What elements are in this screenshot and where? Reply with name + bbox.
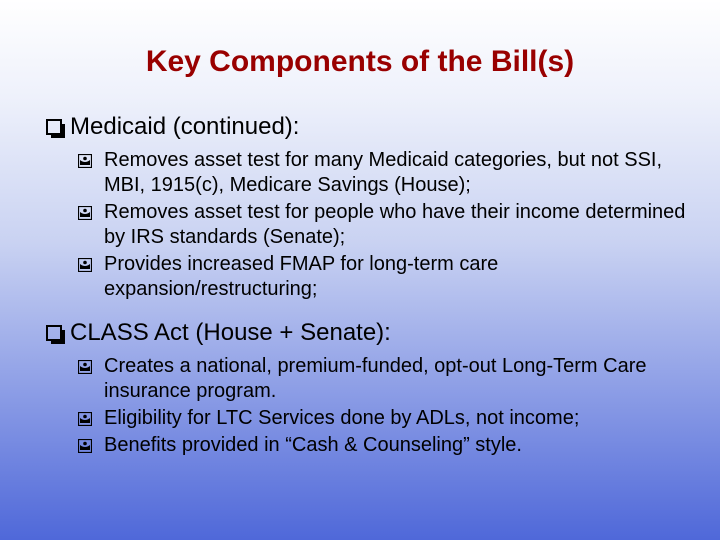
section-medicaid	[44, 112, 694, 304]
bullet-list	[44, 354, 694, 458]
section-heading-text: CLASS Act (House + Senate):	[70, 319, 391, 346]
list-item-text: Removes asset test for people who have their income determined by IRS standards (Senate);	[104, 201, 686, 248]
list-item-text: Creates a national, premium-funded, opt-out Long-Term Care insurance program.	[104, 355, 647, 402]
box-bullet-icon	[78, 360, 92, 374]
list-item	[78, 354, 694, 404]
section-heading	[44, 112, 694, 142]
box-bullet-icon	[78, 206, 92, 220]
section-heading-text: Medicaid (continued):	[70, 113, 300, 140]
list-item-text: Removes asset test for many Medicaid categories, but not SSI, MBI, 1915(c), Medicare Savings (House);	[104, 149, 663, 196]
box-bullet-icon	[78, 258, 92, 272]
list-item	[78, 433, 694, 458]
list-item	[78, 148, 694, 198]
bullet-list	[44, 148, 694, 302]
list-item-text: Benefits provided in “Cash & Counseling” style.	[104, 434, 522, 456]
square-bullet-icon	[46, 119, 62, 135]
list-item	[78, 406, 694, 431]
box-bullet-icon	[78, 439, 92, 453]
section-heading	[44, 318, 694, 348]
box-bullet-icon	[78, 154, 92, 168]
list-item	[78, 200, 694, 250]
box-bullet-icon	[78, 412, 92, 426]
list-item-text: Eligibility for LTC Services done by ADLs, not income;	[104, 407, 580, 429]
section-class-act	[44, 318, 694, 460]
list-item	[78, 252, 694, 302]
slide-title: Key Components of the Bill(s)	[145, 45, 575, 78]
square-bullet-icon	[46, 325, 62, 341]
list-item-text: Provides increased FMAP for long-term care expansion/restructuring;	[104, 253, 499, 300]
